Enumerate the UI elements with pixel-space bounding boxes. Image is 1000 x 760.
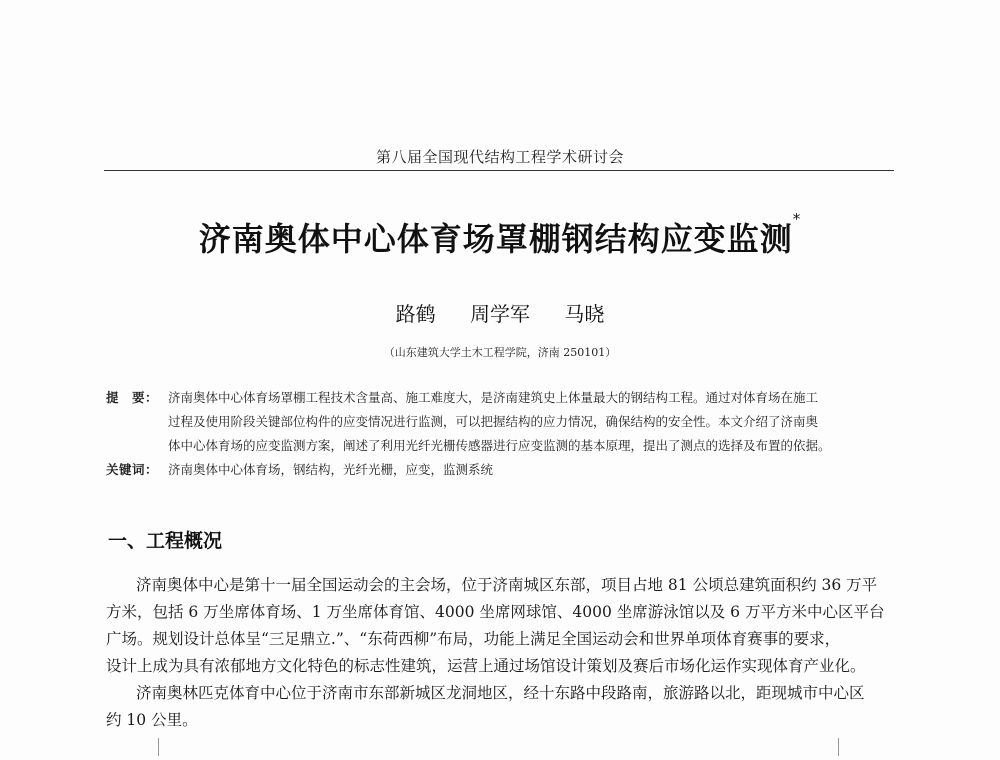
section-heading: 一、工程概况 xyxy=(108,530,223,552)
abstract-line: 体中心体育场的应变监测方案，阐述了利用光纤光栅传感器进行应变监测的基本原理，提出了测点的选择及布置的依据。 xyxy=(168,438,831,453)
body-line: 广场。规划设计总体呈“三足鼎立.”、“东荷西柳”布局，功能上满足全国运动会和世界单项体育赛事的要求， xyxy=(106,630,841,648)
scan-artifact xyxy=(838,738,839,756)
keywords-label: 关键词： xyxy=(106,462,159,477)
author-list xyxy=(0,298,1000,327)
body-line: 设计上成为具有浓郁地方文化特色的标志性建筑，运营上通过场馆设计策划及赛后市场化运作实现体育产业化。 xyxy=(106,657,866,675)
author-name: 路鹤 xyxy=(395,302,436,326)
abstract xyxy=(106,386,896,458)
title-footnote-mark: * xyxy=(792,210,802,228)
body-line: 约 10 公里。 xyxy=(106,711,198,729)
body-line: 济南奥林匹克体育中心位于济南市东部新城区龙洞地区，经十东路中段路南，旅游路以北，距现城市中心区 xyxy=(136,684,865,702)
author-name: 周学军 xyxy=(470,302,530,326)
scan-artifact xyxy=(158,738,159,756)
affiliation: （山东建筑大学土木工程学院，济南 250101） xyxy=(383,346,617,359)
paper-title xyxy=(0,210,1000,260)
abstract-label: 提 要： xyxy=(106,390,159,405)
abstract-line: 济南奥体中心体育场罩棚工程技术含量高、施工难度大，是济南建筑史上体量最大的钢结构工程。通过对体育场在施工 xyxy=(168,390,819,405)
keywords xyxy=(106,458,896,482)
paper-title-text: 济南奥体中心体育场罩棚钢结构应变监测 xyxy=(198,220,793,258)
abstract-block xyxy=(106,386,896,482)
section-body xyxy=(106,572,896,734)
author-name: 马晓 xyxy=(564,302,605,326)
abstract-line: 过程及使用阶段关键部位构件的应变情况进行监测，可以把握结构的应力情况，确保结构的安全性。本文介绍了济南奥 xyxy=(168,414,819,429)
body-line: 方米，包括 6 万坐席体育场、1 万坐席体育馆、4000 坐席网球馆、4000 坐席游泳馆以及 6 万平方米中心区平台 xyxy=(106,603,885,621)
running-header: 第八届全国现代结构工程学术研讨会 xyxy=(375,148,624,166)
header-rule xyxy=(104,170,894,171)
keywords-text: 济南奥体中心体育场，钢结构，光纤光栅，应变，监测系统 xyxy=(168,462,494,477)
body-line: 济南奥体中心是第十一届全国运动会的主会场，位于济南城区东部，项目占地 81 公顷总建筑面积约 36 万平 xyxy=(136,576,878,594)
